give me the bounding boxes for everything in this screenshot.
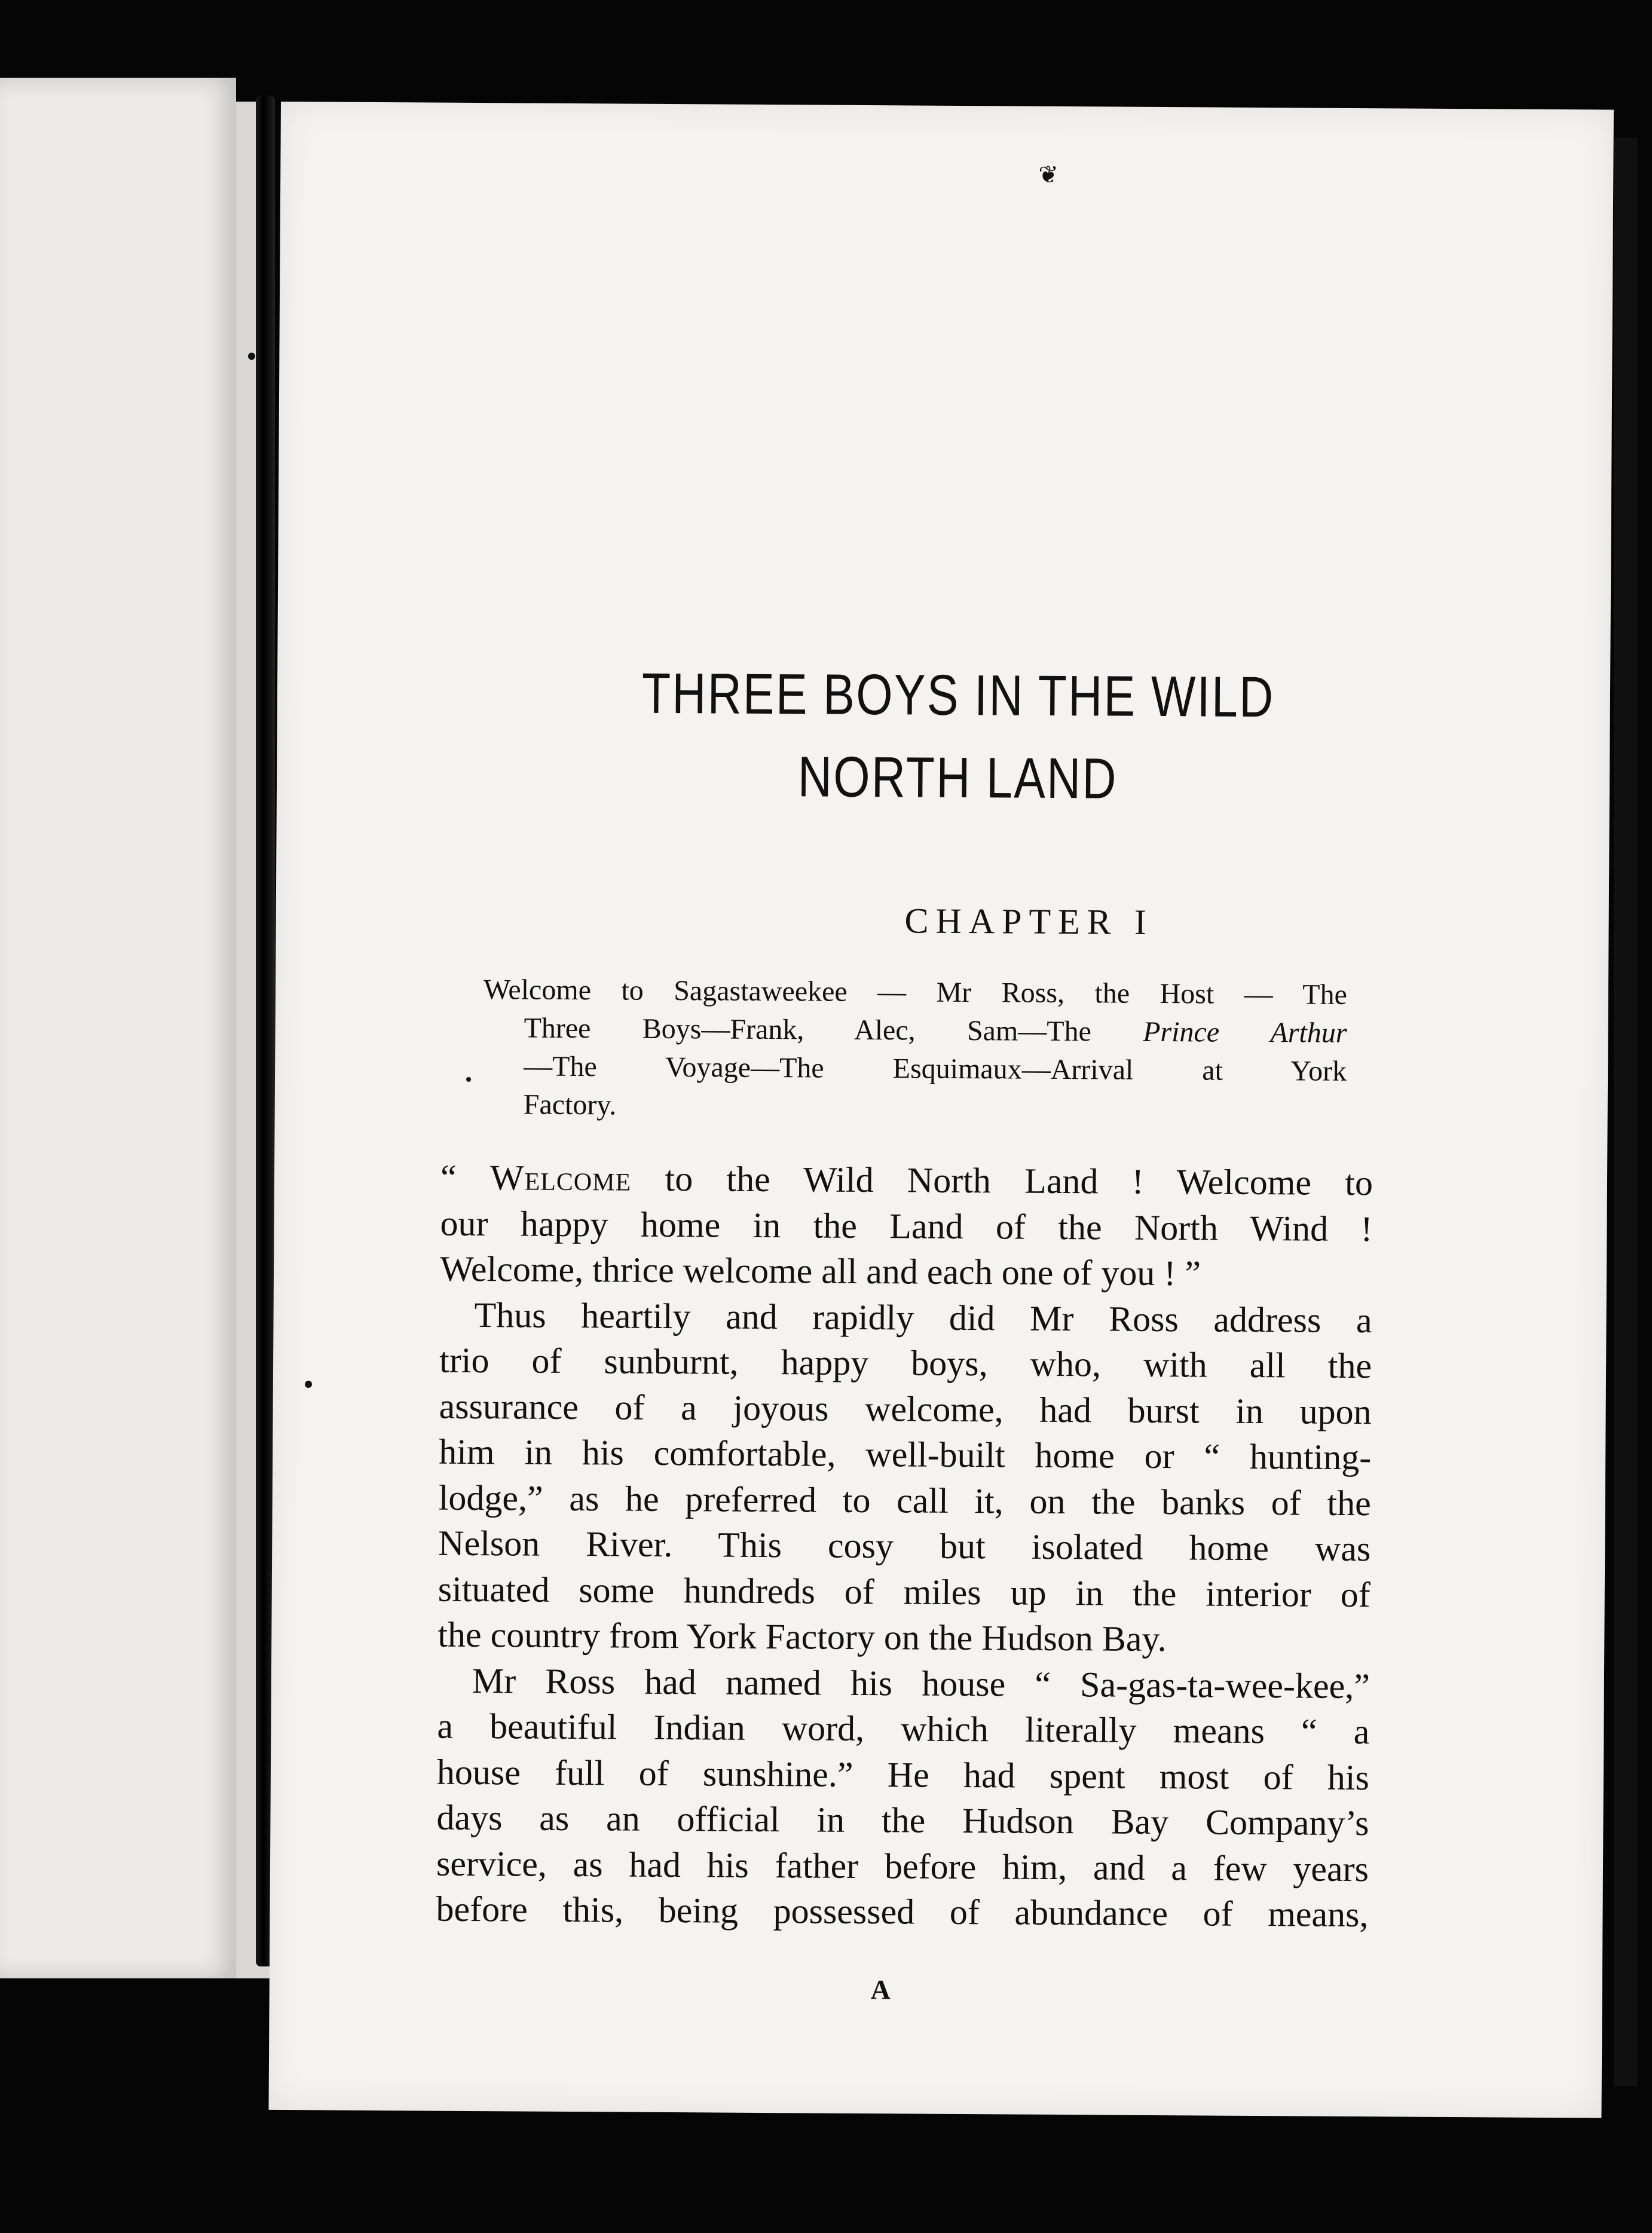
body-line: a beautiful Indian word, which literally means “ a — [437, 1706, 1370, 1752]
body-line: our happy home in the Land of the North Wind ! — [440, 1203, 1373, 1249]
page-content — [268, 102, 1613, 2118]
scan-speck — [248, 353, 255, 360]
body-line: situated some hundreds of miles up in the interior of — [438, 1569, 1370, 1614]
synopsis-line — [483, 1009, 1347, 1053]
body-line: house full of sunshine.” He had spent most of his — [436, 1752, 1370, 1797]
body-line: Welcome, thrice welcome all and each one of you ! ” — [439, 1249, 1201, 1293]
body-line: lodge,” as he preferred to call it, on the banks of the — [438, 1478, 1371, 1523]
body-line: trio of sunburnt, happy boys, who, with all the — [439, 1340, 1372, 1386]
chapter-synopsis — [483, 971, 1348, 1129]
synopsis-line: Welcome to Sagastaweekee — Mr Ross, the Host — The — [483, 974, 1348, 1011]
book-page — [268, 102, 1613, 2118]
synopsis-line: Factory. — [523, 1088, 617, 1121]
body-line: before this, being possessed of abundance of means, — [436, 1889, 1369, 1935]
signature-mark: A — [870, 1974, 891, 2005]
scan-speck — [305, 1381, 312, 1388]
opening-quote: “ — [440, 1157, 491, 1198]
body-text — [436, 1155, 1373, 1938]
book-title — [411, 651, 1505, 822]
body-line: assurance of a joyous welcome, had burst in upon — [439, 1386, 1372, 1431]
ship-name: Prince Arthur — [1142, 1015, 1347, 1049]
book-title-line-1: THREE BOYS IN THE WILD — [641, 661, 1275, 730]
body-line: him in his comfortable, well-built home or “ hunting- — [439, 1431, 1372, 1478]
chapter-heading: CHAPTER I — [904, 901, 1154, 942]
book-edge — [1614, 137, 1638, 2086]
body-line: Nelson River. This cosy but isolated home was — [438, 1523, 1371, 1569]
body-line: the country from York Factory on the Hudson Bay. — [438, 1614, 1167, 1659]
body-line: Thus heartily and rapidly did Mr Ross address a — [474, 1295, 1372, 1340]
synopsis-line: —The Voyage—The Esquimaux—Arrival at York — [523, 1050, 1347, 1087]
body-line-text: to the Wild North Land ! Welcome to — [631, 1158, 1373, 1203]
synopsis-line-text: Three Boys—Frank, Alec, Sam—The — [524, 1012, 1143, 1048]
left-page-fragment — [0, 78, 236, 1978]
body-line: service, as had his father before him, and a few years — [436, 1843, 1369, 1889]
book-title-line-2: NORTH LAND — [797, 745, 1118, 811]
body-line — [440, 1155, 1373, 1206]
scan-speck — [466, 1077, 471, 1082]
body-line: days as an official in the Hudson Bay Company’s — [436, 1797, 1369, 1843]
body-line: Mr Ross had named his house “ Sa-gas-ta-wee-kee,” — [472, 1660, 1370, 1706]
printer-ornament-icon: ❦ — [1038, 161, 1058, 188]
first-word: Welcome — [490, 1158, 632, 1198]
